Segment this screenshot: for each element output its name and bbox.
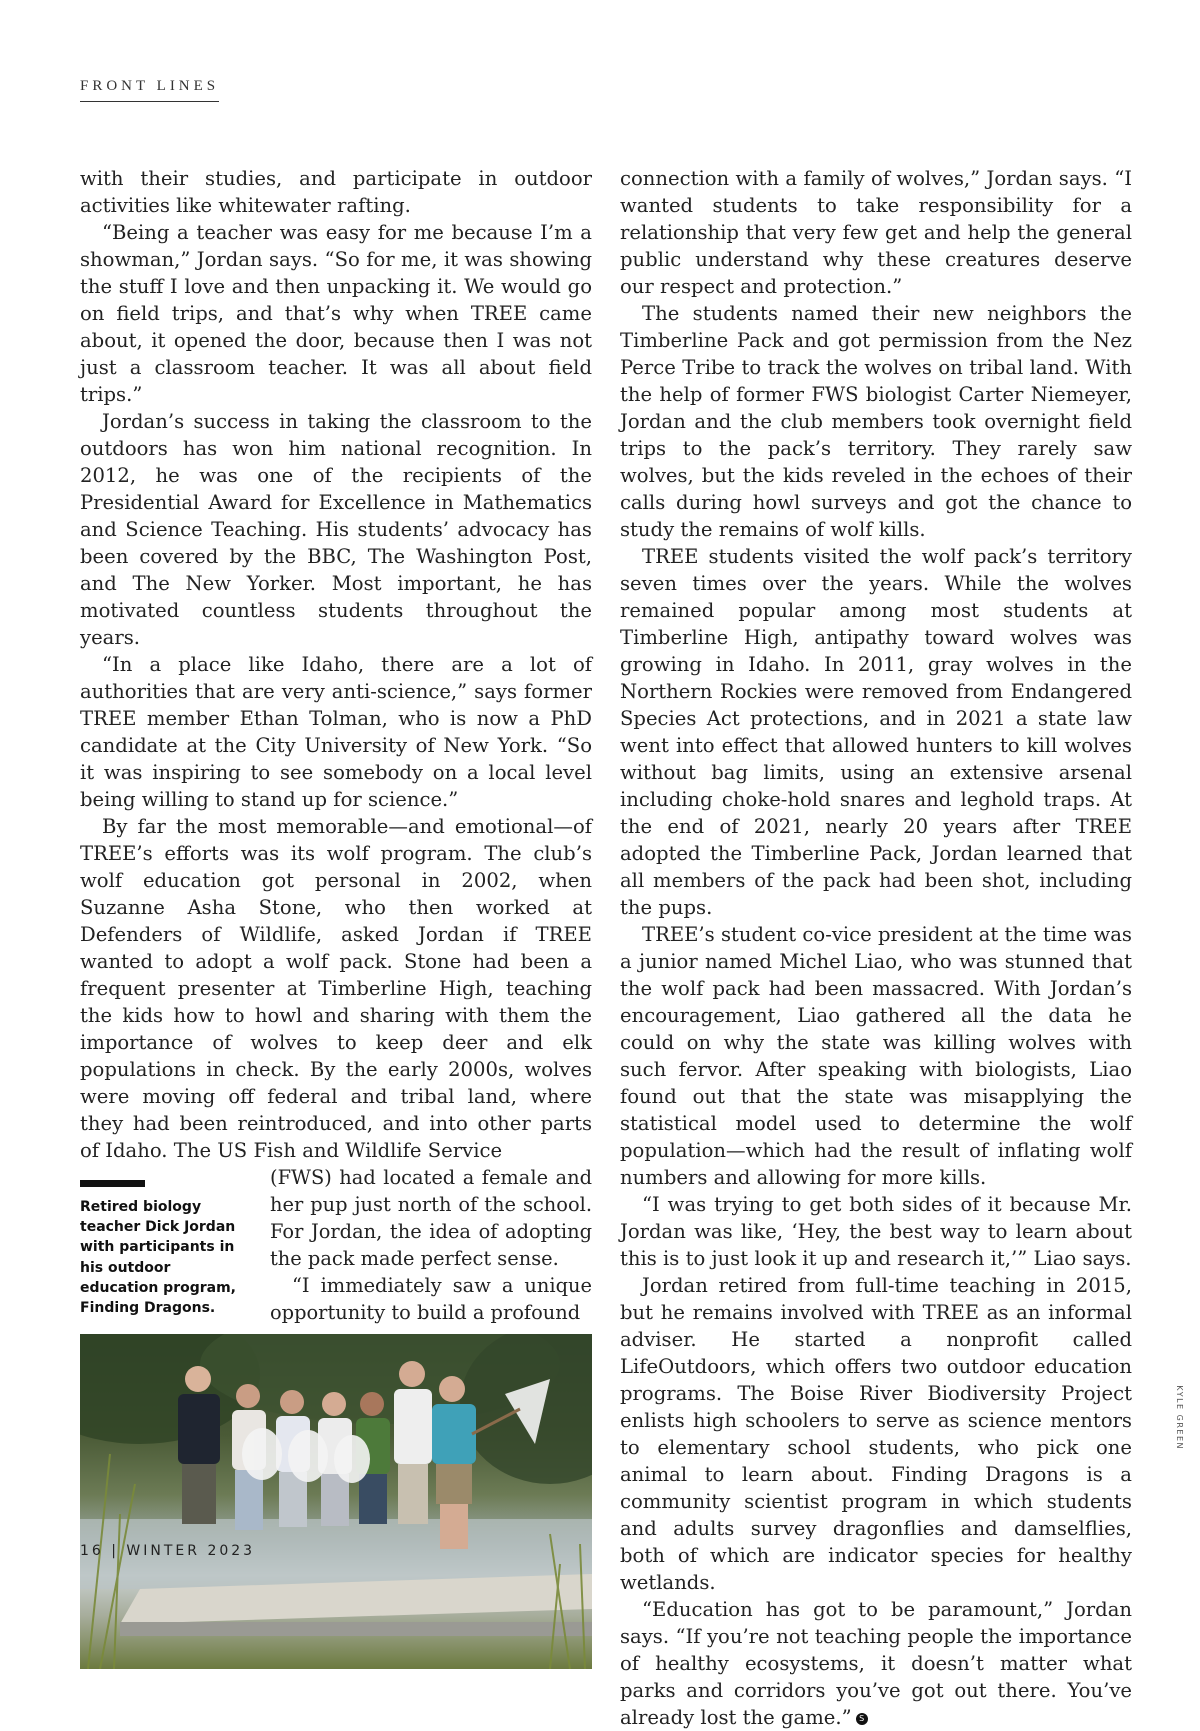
paragraph: with their studies, and participate in outdoor activities like whitewater rafting. xyxy=(80,167,592,217)
left-column xyxy=(80,165,592,1669)
paragraph: “I immediately saw a unique opportunity to build a profound xyxy=(270,1274,592,1324)
paragraph: Jordan’s success in taking the classroom to the outdoors has won him national recognition. In 2012, he was one of the recipients of the Presidential Award for Excellence in Mathematics and Science Teaching. His students’ advocacy has been covered by the BBC, The Washington Post, and The New Yorker. Most important, he has motivated countless students throughout the years. xyxy=(80,410,592,649)
paragraph: “Being a teacher was easy for me because I’m a showman,” Jordan says. “So for me, it was showing the stuff I love and then unpacking it. We would go on field trips, and that’s why when TREE came about, it opened the door, because then I was not just a classroom teacher. It was all about field trips.” xyxy=(80,221,592,406)
paragraph: Jordan retired from full-time teaching in 2015, but he remains involved with TREE as an informal adviser. He started a nonprofit called LifeOutdoors, which offers two outdoor education programs. The Boise River Biodiversity Project enlists high schoolers to serve as science mentors to elementary school students, who pick one animal to learn about. Finding Dragons is a community scientist program in which students and adults survey dragonflies and damselflies, both of which are indicator species for healthy wetlands. xyxy=(620,1274,1132,1594)
paragraph: TREE students visited the wolf pack’s territory seven times over the years. While the wolves remained popular among most students at Timberline High, antipathy toward wolves was growing in Idaho. In 2011, gray wolves in the Northern Rockies were removed from Endangered Species Act protections, and in 2021 a state law went into effect that allowed hunters to kill wolves without bag limits, using an extensive arsenal including choke-hold snares and leghold traps. At the end of 2021, nearly 20 years after TREE adopted the Timberline Pack, Jordan learned that all members of the pack had been shot, including the pups. xyxy=(620,545,1132,919)
section-label: FRONT LINES xyxy=(80,78,219,102)
group-photo-illustration xyxy=(80,1334,592,1669)
closing-paragraph-text: “Education has got to be paramount,” Jordan says. “If you’re not teaching people the importance of healthy ecosystems, it doesn’t matter what parks and corridors you’ve got out there. You’ve already lost the game.” xyxy=(620,1598,1132,1729)
caption-inset xyxy=(80,1164,592,1326)
paragraph xyxy=(620,1596,1132,1731)
paragraph: TREE’s student co-vice president at the time was a junior named Michel Liao, who was stunned that the wolf pack had been massacred. With Jordan’s encouragement, Liao gathered all the data he could on why the state was killing wolves with such fervor. After speaking with biologists, Liao found out that the state was misapplying the statistical model used to determine the wolf population—which had the result of inflating wolf numbers and allowing for more kills. xyxy=(620,923,1132,1189)
group-photo xyxy=(80,1334,592,1669)
photo-caption: Retired biology teacher Dick Jordan with participants in his outdoor education program, Finding Dragons. xyxy=(80,1199,237,1317)
paragraph: “In a place like Idaho, there are a lot of authorities that are very anti-science,” says former TREE member Ethan Tolman, who is now a PhD candidate at the City University of New York. “So it was inspiring to see somebody on a local level being willing to stand up for science.” xyxy=(80,653,592,811)
page-folio: 16 | WINTER 2023 xyxy=(80,1543,256,1559)
end-mark-icon: S xyxy=(856,1713,868,1725)
paragraph: The students named their new neighbors the Timberline Pack and got permission from the Nez Perce Tribe to track the wolves on tribal land. With the help of former FWS biologist Carter Niemeyer, Jordan and the club members took overnight field trips to the pack’s territory. They rarely saw wolves, but the kids reveled in the echoes of their calls during howl surveys and got the chance to study the remains of wolf kills. xyxy=(620,302,1132,541)
caption-block xyxy=(80,1164,250,1326)
paragraph: By far the most memorable—and emotional—of TREE’s efforts was its wolf program. The club’s wolf education got personal in 2002, when Suzanne Asha Stone, who then worked at Defenders of Wildlife, asked Jordan if TREE wanted to adopt a wolf pack. Stone had been a frequent presenter at Timberline High, teaching the kids how to howl and sharing with them the importance of wolves to keep deer and elk populations in check. By the early 2000s, wolves were moving off federal and tribal land, where they had been reintroduced, and into other parts of Idaho. The US Fish and Wildlife Service xyxy=(80,815,592,1162)
inset-text xyxy=(270,1164,592,1326)
caption-rule xyxy=(80,1180,145,1187)
paragraph: “I was trying to get both sides of it because Mr. Jordan was like, ‘Hey, the best way to learn about this is to just look it up and research it,’” Liao says. xyxy=(620,1193,1132,1270)
paragraph: connection with a family of wolves,” Jordan says. “I wanted students to take responsibility for a relationship that very few get and help the general public understand why these creatures deserve our respect and protection.” xyxy=(620,167,1132,298)
paragraph: (FWS) had located a female and her pup just north of the school. For Jordan, the idea of adopting the pack made perfect sense. xyxy=(270,1166,592,1270)
right-column xyxy=(620,165,1132,1731)
photo-credit: KYLE GREEN xyxy=(1175,1385,1184,1450)
